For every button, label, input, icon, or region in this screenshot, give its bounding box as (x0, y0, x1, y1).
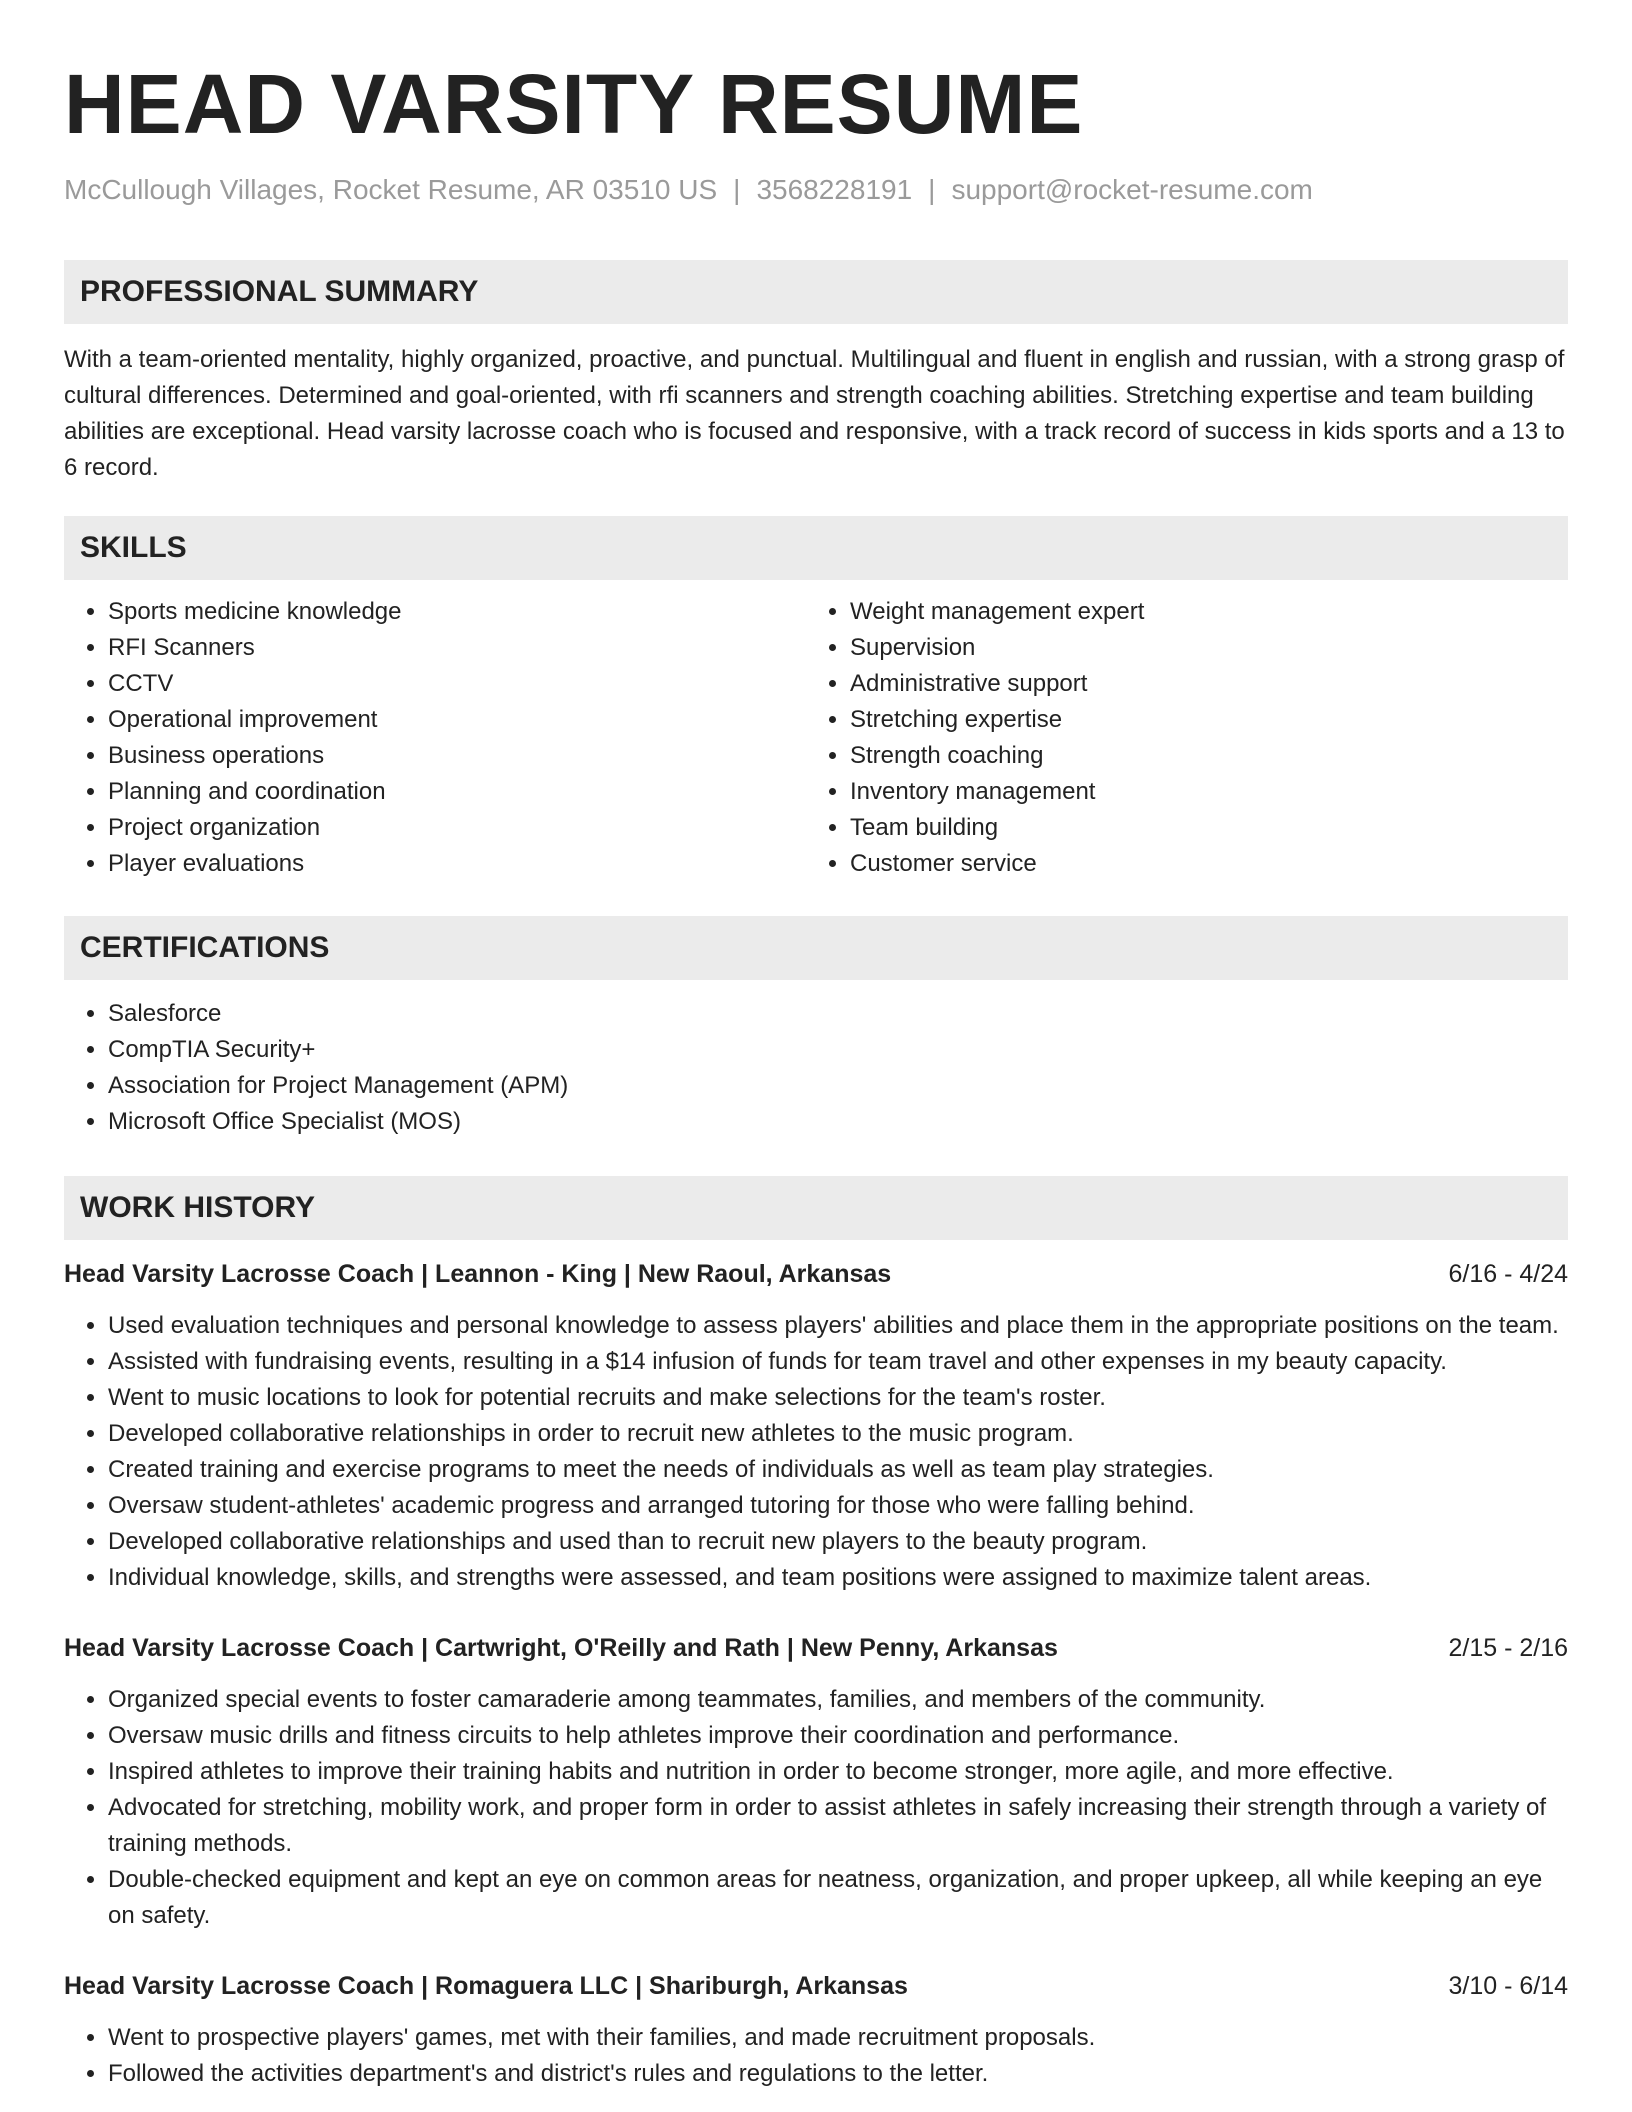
skill-item: • Strength coaching (850, 738, 1548, 774)
skill-item: • Business operations (108, 738, 806, 774)
contact-line (64, 172, 1568, 208)
job-dates: 3/10 - 6/14 (1448, 1972, 1568, 2000)
certifications-block (64, 996, 1568, 1140)
job-duty: • Assisted with fundraising events, resulting in a $14 infusion of funds for team travel and other expenses in my beauty capacity. (108, 1344, 1568, 1380)
skill-item: • Team building (850, 810, 1548, 846)
certification-item: • CompTIA Security+ (108, 1032, 1568, 1068)
certification-item: • Association for Project Management (APM) (108, 1068, 1568, 1104)
skill-item: • Operational improvement (108, 702, 806, 738)
job-dates: 2/15 - 2/16 (1448, 1634, 1568, 1662)
skill-item: • Supervision (850, 630, 1548, 666)
job-duty: • Organized special events to foster camaraderie among teammates, families, and members of the community. (108, 1682, 1568, 1718)
job-title: Head Varsity Lacrosse Coach | Cartwright, O'Reilly and Rath | New Penny, Arkansas (64, 1634, 1058, 1662)
job-title: Head Varsity Lacrosse Coach | Romaguera LLC | Shariburgh, Arkansas (64, 1972, 908, 2000)
skill-item: • RFI Scanners (108, 630, 806, 666)
job-entry (64, 1968, 1568, 2092)
contact-address: McCullough Villages, Rocket Resume, AR 03510 US (64, 174, 718, 205)
summary-text: With a team-oriented mentality, highly organized, proactive, and punctual. Multilingual and fluent in english and russian, with a strong grasp of cultural differences. Determined and goal-oriented, with rfi scanners and strength coaching abilities. Stretching expertise and team building abilities are exceptional. Head varsity lacrosse coach who is focused and responsive, with a track record of success in kids sports and a 13 to 6 record. (64, 346, 1565, 481)
job-duty: • Double-checked equipment and kept an eye on common areas for neatness, organization, and proper upkeep, all while keeping an eye on safety. (108, 1862, 1568, 1934)
job-header (64, 1256, 1568, 1292)
job-header (64, 1630, 1568, 1666)
job-duty: • Developed collaborative relationships in order to recruit new athletes to the music program. (108, 1416, 1568, 1452)
section-heading-skills: SKILLS (64, 516, 1568, 580)
skill-item: • Sports medicine knowledge (108, 594, 806, 630)
section-heading-summary: PROFESSIONAL SUMMARY (64, 260, 1568, 324)
job-duty: • Developed collaborative relationships and used than to recruit new players to the beauty program. (108, 1524, 1568, 1560)
certification-item: • Microsoft Office Specialist (MOS) (108, 1104, 1568, 1140)
skill-item: • Planning and coordination (108, 774, 806, 810)
skill-item: • Project organization (108, 810, 806, 846)
job-duties-list (64, 2020, 1568, 2092)
job-entry (64, 1256, 1568, 1596)
job-duty: • Individual knowledge, skills, and strengths were assessed, and team positions were assigned to maximize talent areas. (108, 1560, 1568, 1596)
resume-title: HEAD VARSITY RESUME (64, 57, 1084, 151)
contact-phone: 3568228191 (756, 174, 913, 205)
job-duty: • Followed the activities department's and district's rules and regulations to the letter. (108, 2056, 1568, 2092)
contact-separator: | (733, 174, 741, 205)
job-title: Head Varsity Lacrosse Coach | Leannon - King | New Raoul, Arkansas (64, 1260, 892, 1288)
section-heading-certifications: CERTIFICATIONS (64, 916, 1568, 980)
job-duties-list (64, 1308, 1568, 1596)
skills-list-left (64, 594, 806, 882)
skill-item: • CCTV (108, 666, 806, 702)
job-duty: • Went to prospective players' games, met with their families, and made recruitment proposals. (108, 2020, 1568, 2056)
contact-email: support@rocket-resume.com (951, 174, 1313, 205)
skills-columns (64, 594, 1568, 882)
certification-item: • Salesforce (108, 996, 1568, 1032)
skill-item: • Stretching expertise (850, 702, 1548, 738)
job-duty: • Oversaw student-athletes' academic progress and arranged tutoring for those who were falling behind. (108, 1488, 1568, 1524)
job-dates: 6/16 - 4/24 (1448, 1260, 1568, 1288)
job-duty: • Oversaw music drills and fitness circuits to help athletes improve their coordination and performance. (108, 1718, 1568, 1754)
skill-item: • Weight management expert (850, 594, 1548, 630)
skill-item: • Inventory management (850, 774, 1548, 810)
skill-item: • Customer service (850, 846, 1548, 882)
contact-separator: | (928, 174, 936, 205)
job-header (64, 1968, 1568, 2004)
job-entry (64, 1630, 1568, 1934)
job-duty: • Went to music locations to look for potential recruits and make selections for the team's roster. (108, 1380, 1568, 1416)
certifications-list (64, 996, 1568, 1140)
section-heading-work-history: WORK HISTORY (64, 1176, 1568, 1240)
job-duty: • Inspired athletes to improve their training habits and nutrition in order to become stronger, more agile, and more effective. (108, 1754, 1568, 1790)
resume-page (64, 0, 1568, 2092)
skill-item: • Player evaluations (108, 846, 806, 882)
job-duties-list (64, 1682, 1568, 1934)
job-duty: • Used evaluation techniques and personal knowledge to assess players' abilities and place them in the appropriate positions on the team. (108, 1308, 1568, 1344)
job-duty: • Created training and exercise programs to meet the needs of individuals as well as team play strategies. (108, 1452, 1568, 1488)
job-duty: • Advocated for stretching, mobility work, and proper form in order to assist athletes in safely increasing their strength through a variety of training methods. (108, 1790, 1568, 1862)
skills-list-right (806, 594, 1548, 882)
skill-item: • Administrative support (850, 666, 1548, 702)
